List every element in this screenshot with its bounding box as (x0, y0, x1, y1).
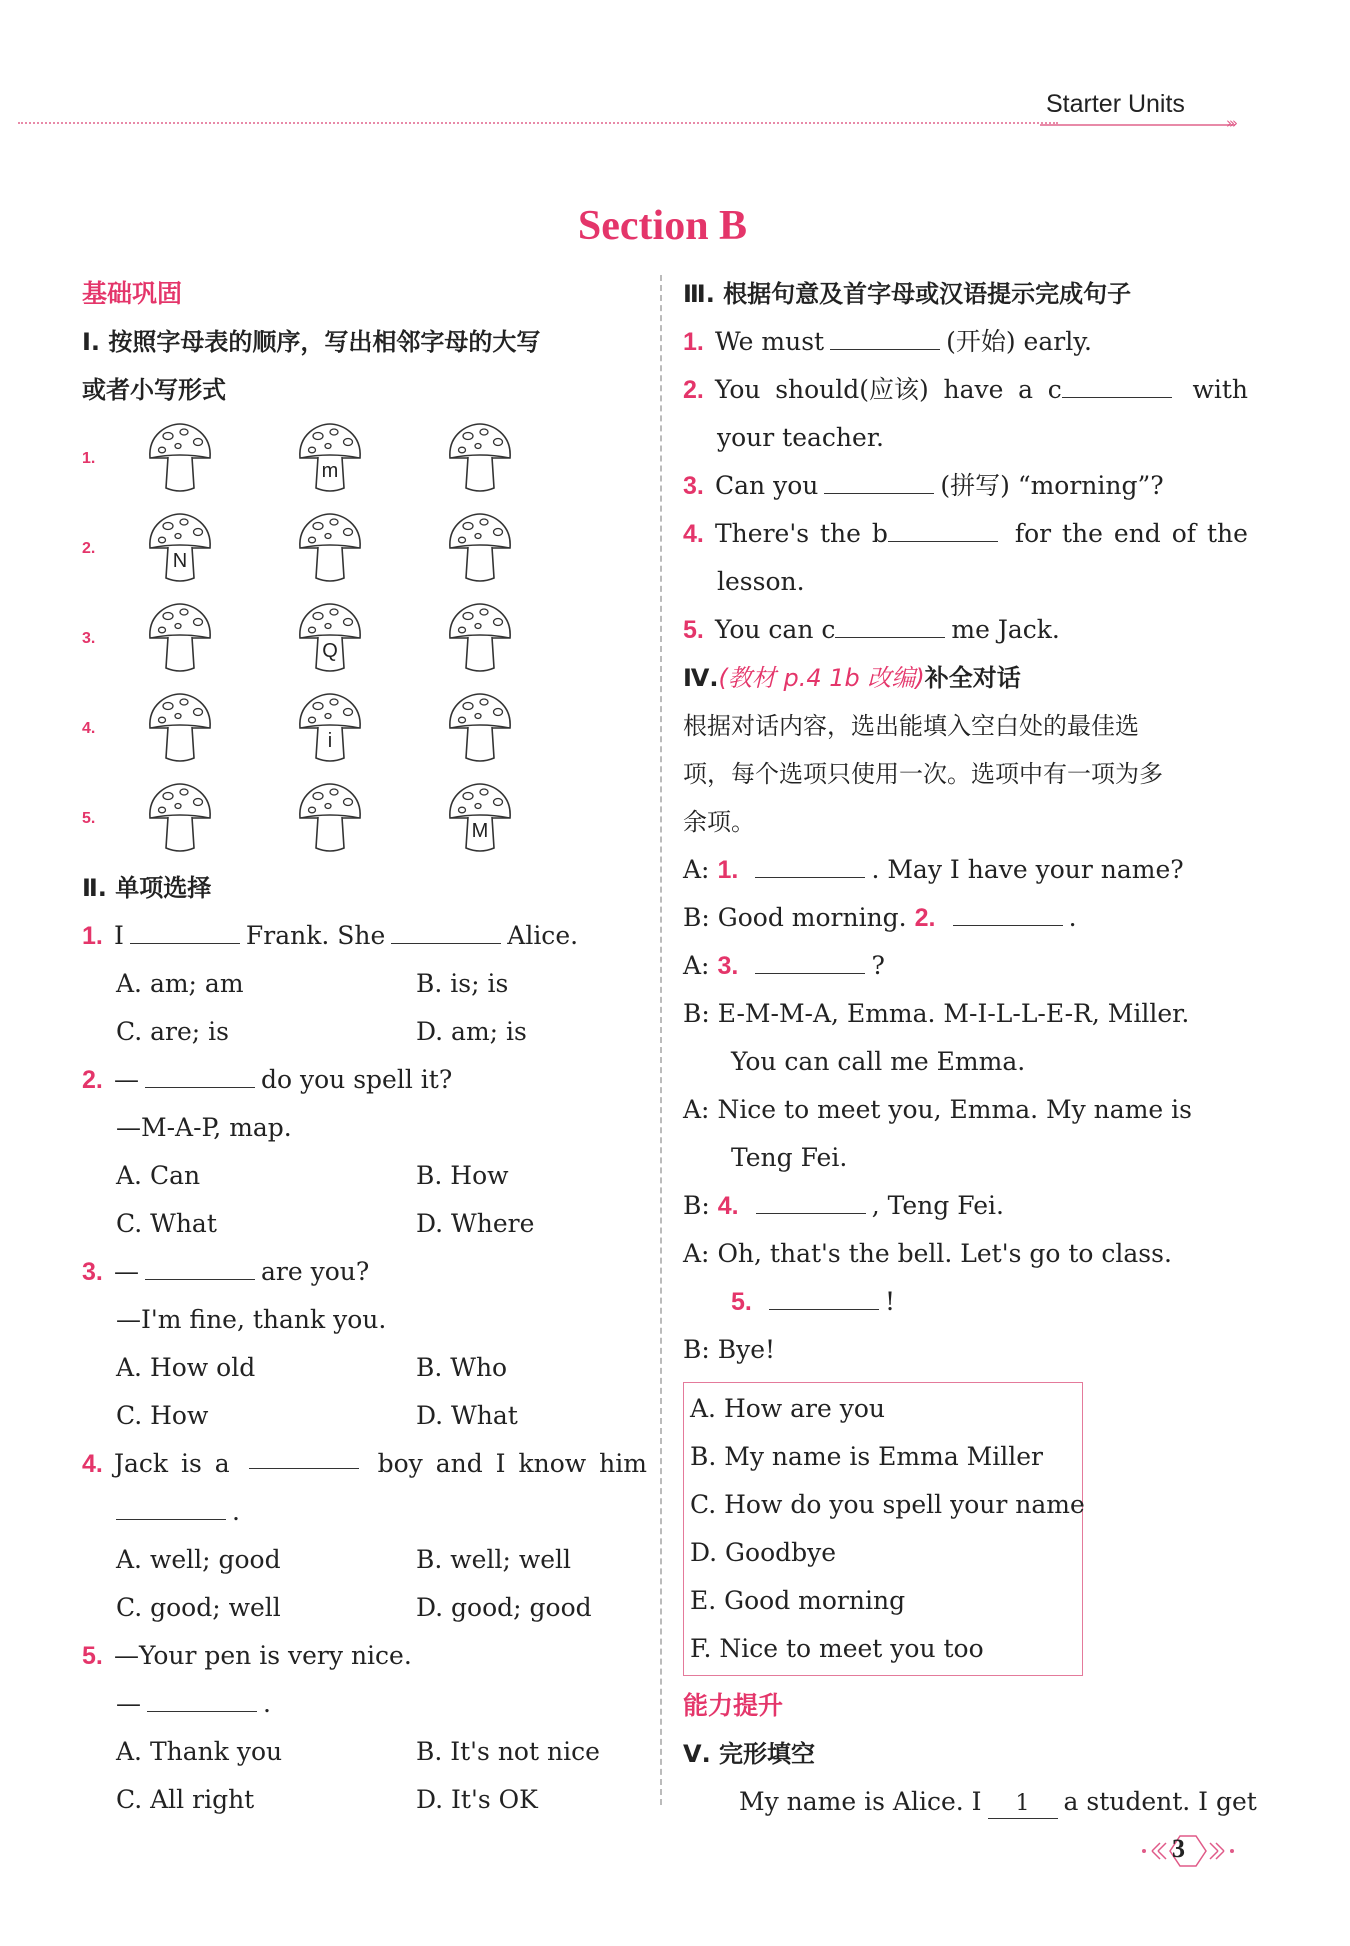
header-solid-rule (1040, 124, 1235, 126)
dialog-end-3: ? (871, 951, 885, 980)
unit-label: Starter Units (1046, 90, 1185, 118)
left-column (82, 270, 647, 1824)
dialog-text-8: Bye! (717, 1335, 776, 1364)
dialog-speaker: A: (683, 951, 710, 980)
s3-text-b: (拼写) “morning”? (940, 471, 1164, 500)
dialog-blank-number-3: 3. (717, 952, 739, 980)
q4-word-8: him (599, 1449, 647, 1478)
mushroom-row-number: 5. (82, 810, 96, 827)
q3-stem: 3. — are you? (82, 1248, 647, 1296)
q5-options-row2 (82, 1776, 647, 1824)
part4-title (683, 654, 1248, 702)
s4 (683, 510, 1248, 558)
s5-text-b: me Jack. (951, 615, 1060, 644)
dialog-line-3 (683, 942, 1248, 990)
part4-note: (教材 p.4 1b 改编) (718, 664, 925, 692)
q5-option-c[interactable]: C. All right (116, 1785, 255, 1814)
q2-option-a[interactable]: A. Can (116, 1161, 201, 1190)
q2-option-b[interactable]: B. How (416, 1161, 509, 1190)
page-number: 3 (1172, 1834, 1185, 1863)
part3-title: Ⅲ. 根据句意及首字母或汉语提示完成句子 (683, 280, 1132, 308)
page-number-badge (1138, 1830, 1238, 1872)
cloze-text-a: My name is Alice. I (739, 1787, 982, 1816)
s4-word-8: the (1207, 519, 1248, 548)
dialog-speaker: B: (683, 1335, 710, 1364)
mushroom-letter: N (172, 550, 188, 572)
mushroom-letter: i (327, 730, 333, 752)
s4-line2: lesson. (717, 567, 805, 596)
s2-number: 2. (683, 376, 704, 404)
s2-word-1: You (715, 375, 761, 404)
s4-word-1: There's (715, 519, 810, 548)
s4-word-3: b (871, 519, 888, 548)
cloze-first-line (683, 1778, 1257, 1826)
dialog-option-e[interactable]: E. Good morning (690, 1586, 906, 1615)
dialog-blank-number-2: 2. (914, 904, 936, 932)
q5-option-a[interactable]: A. Thank you (116, 1737, 283, 1766)
dialog-line-5 (683, 1086, 1248, 1134)
page-number-frame-icon (1138, 1830, 1238, 1872)
mushroom-row (82, 594, 647, 684)
s2-word-4: a (1018, 375, 1034, 404)
mushroom-blank[interactable] (114, 420, 264, 498)
s2-line2: your teacher. (717, 423, 884, 452)
dialog-option-b[interactable]: B. My name is Emma Miller (690, 1442, 1044, 1471)
s1-number: 1. (683, 328, 704, 356)
q4-word-7: know (518, 1449, 587, 1478)
s2-word-3: have (943, 375, 1004, 404)
s3-number: 3. (683, 472, 704, 500)
q3-options-row2 (82, 1392, 647, 1440)
mushroom-row-number: 4. (82, 720, 96, 737)
dialog-text-5: Nice to meet you, Emma. My name is (717, 1095, 1192, 1124)
q5-option-b[interactable]: B. It's not nice (416, 1737, 600, 1766)
mushroom-given (264, 600, 414, 678)
dialog-options-box (683, 1382, 1083, 1676)
q3-options-row1 (82, 1344, 647, 1392)
q1-option-b[interactable]: B. is; is (416, 969, 509, 998)
q1-number: 1. (82, 922, 103, 950)
s5 (683, 606, 1248, 654)
dialog-blank-3[interactable] (755, 945, 865, 974)
mushroom-row (82, 414, 647, 504)
header-arrows-icon: ››› (1226, 114, 1235, 132)
mushroom-blank[interactable] (114, 690, 264, 768)
q1-text-c: Alice. (507, 921, 579, 950)
mushroom-letter: m (321, 460, 339, 482)
q4-number: 4. (82, 1450, 103, 1478)
header-dotted-rule (18, 122, 1058, 124)
q4-option-d[interactable]: D. good; good (416, 1593, 592, 1622)
part5-title: Ⅴ. 完形填空 (683, 1740, 816, 1768)
dialog-blank-number-4: 4. (717, 1192, 739, 1220)
mushroom-blank[interactable] (414, 510, 564, 588)
mushroom-icon (294, 690, 366, 766)
mushroom-icon (144, 420, 216, 496)
mushroom-icon (294, 780, 366, 856)
dialog-speaker: B: (683, 999, 710, 1028)
q5-text: —Your pen is very nice. (114, 1641, 412, 1670)
dialog-option-a[interactable]: A. How are you (690, 1394, 886, 1423)
dialog-speaker: A: (683, 1239, 710, 1268)
q2-number: 2. (82, 1066, 103, 1094)
mushroom-icon (444, 600, 516, 676)
right-column (683, 270, 1257, 1826)
mushroom-icon (294, 510, 366, 586)
dialog-blank-number-5: 5. (731, 1288, 752, 1316)
dialog-blank-5[interactable] (769, 1281, 879, 1310)
part4-instructions-2: 项，每个选项只使用一次。选项中有一项为多 (683, 760, 1163, 788)
mushroom-blank[interactable] (264, 780, 414, 858)
dialog-option-f[interactable]: F. Nice to meet you too (690, 1634, 984, 1663)
q2-text: do you spell it? (261, 1065, 453, 1094)
mushroom-given (264, 420, 414, 498)
dialog-text-6: , Teng Fei. (871, 1191, 1004, 1220)
mushroom-icon (294, 600, 366, 676)
dialog-blank-4[interactable] (756, 1185, 866, 1214)
dialog-text-1: . May I have your name? (871, 855, 1184, 884)
basic-heading: 基础巩固 (82, 279, 183, 308)
q5-reply: — . (82, 1680, 647, 1728)
q3-text: are you? (261, 1257, 370, 1286)
s2-word-2: should(应该) (775, 375, 929, 404)
part4-title-text: 补全对话 (924, 664, 1021, 692)
s2-blank[interactable] (1062, 369, 1172, 398)
dialog-line-6 (683, 1182, 1248, 1230)
dialog-blank-1[interactable] (755, 849, 865, 878)
mushroom-icon (294, 420, 366, 496)
mushroom-blank[interactable] (114, 780, 264, 858)
s1-text-b: (开始) early. (946, 327, 1092, 356)
s2-word-6: with (1192, 375, 1248, 404)
mushroom-blank[interactable] (414, 690, 564, 768)
mushroom-icon (144, 690, 216, 766)
q4-blank-1[interactable] (249, 1440, 359, 1469)
dialog-line-4 (683, 990, 1248, 1038)
q1-option-a[interactable]: A. am; am (116, 969, 244, 998)
q4-options-row2 (82, 1584, 647, 1632)
q4-blank-2[interactable] (116, 1491, 226, 1520)
mushroom-row-number: 1. (82, 450, 96, 467)
cloze-blank-1[interactable]: 1 (988, 1790, 1058, 1819)
q3-option-d[interactable]: D. What (416, 1401, 518, 1430)
q3-option-c[interactable]: C. How (116, 1401, 209, 1430)
dialog-text-2: Good morning. (717, 903, 907, 932)
q1-blank-2[interactable] (391, 915, 501, 944)
s4-word-4: for (1014, 519, 1052, 548)
q4-options-row1 (82, 1536, 647, 1584)
section-title: Section B (577, 203, 748, 249)
advance-heading: 能力提升 (683, 1691, 784, 1720)
q1-text-b: Frank. She (245, 921, 386, 950)
q2-option-d[interactable]: D. Where (416, 1209, 535, 1238)
mushroom-blank[interactable] (114, 600, 264, 678)
q4-word-6: I (495, 1449, 506, 1478)
mushroom-icon (144, 510, 216, 586)
q2-stem: 2. — do you spell it? (82, 1056, 647, 1104)
part1-title-line2: 或者小写形式 (82, 376, 226, 404)
q2-blank[interactable] (145, 1059, 255, 1088)
s1-blank[interactable] (830, 321, 940, 350)
q1-option-c[interactable]: C. are; is (116, 1017, 229, 1046)
q4-word-2: is (181, 1449, 202, 1478)
column-divider (660, 275, 662, 1805)
s3-text-a: Can you (715, 471, 819, 500)
mushroom-row (82, 774, 647, 864)
dialog-line-7b (683, 1278, 1248, 1326)
part4-instructions-1: 根据对话内容，选出能填入空白处的最佳选 (683, 712, 1139, 740)
part4-instructions-3: 余项。 (683, 808, 755, 836)
q5-options-row1 (82, 1728, 647, 1776)
mushroom-icon (144, 780, 216, 856)
dialog-line-4b: You can call me Emma. (731, 1047, 1026, 1076)
mushroom-icon (444, 780, 516, 856)
s1-text-a: We must (715, 327, 825, 356)
s4-word-5: the (1062, 519, 1103, 548)
mushroom-given (264, 690, 414, 768)
q4-option-c[interactable]: C. good; well (116, 1593, 281, 1622)
cloze-text-b: a student. I get (1063, 1787, 1257, 1816)
dialog-option-c[interactable]: C. How do you spell your name (690, 1490, 1085, 1519)
s2-word-5: c (1047, 375, 1062, 404)
q2-reply: —M-A-P, map. (116, 1113, 292, 1142)
dialog-line-1 (683, 846, 1248, 894)
part1-title-line1: Ⅰ. 按照字母表的顺序，写出相邻字母的大写 (82, 328, 541, 356)
q1-options-row2 (82, 1008, 647, 1056)
s4-blank[interactable] (888, 513, 998, 542)
mushroom-letter: Q (322, 640, 338, 662)
part4-roman: Ⅳ. (683, 664, 719, 692)
s4-word-6: end (1113, 519, 1161, 548)
dialog-line-8 (683, 1326, 1248, 1374)
q1-options-row1 (82, 960, 647, 1008)
q3-option-b[interactable]: B. Who (416, 1353, 508, 1382)
s3 (683, 462, 1248, 510)
q1-text-a: I (114, 921, 124, 950)
mushroom-row (82, 684, 647, 774)
dialog-line-2 (683, 894, 1248, 942)
mushroom-row (82, 504, 647, 594)
dialog-speaker: B: (683, 903, 710, 932)
q5-blank[interactable] (147, 1683, 257, 1712)
mushroom-letter: M (471, 820, 489, 842)
q4-word-3: a (214, 1449, 230, 1478)
q4-stem-line2: . (82, 1488, 647, 1536)
mushroom-blank[interactable] (414, 420, 564, 498)
s3-blank[interactable] (824, 465, 934, 494)
dialog-line-7 (683, 1230, 1248, 1278)
mushroom-icon (444, 690, 516, 766)
q4-word-5: and (435, 1449, 483, 1478)
mushroom-exercise (82, 414, 647, 864)
mushroom-icon (144, 600, 216, 676)
dialog-speaker: B: (683, 1191, 710, 1220)
mushroom-row-number: 3. (82, 630, 96, 647)
dialog-blank-number-1: 1. (717, 856, 739, 884)
mushroom-given (114, 510, 264, 588)
s2 (683, 366, 1248, 414)
s5-number: 5. (683, 616, 704, 644)
dialog-end-2: . (1068, 903, 1077, 932)
dialog-end-7: ! (885, 1287, 896, 1316)
q2-options-row1 (82, 1152, 647, 1200)
dialog-speaker: A: (683, 855, 710, 884)
dialog-speaker: A: (683, 1095, 710, 1124)
dialog-text-4: E-M-M-A, Emma. M-I-L-L-E-R, Miller. (717, 999, 1190, 1028)
s4-word-2: the (819, 519, 861, 548)
s5-blank[interactable] (835, 609, 945, 638)
mushroom-given (414, 780, 564, 858)
q4-word-4: boy (377, 1449, 423, 1478)
q4-option-a[interactable]: A. well; good (116, 1545, 281, 1574)
q1-blank-1[interactable] (130, 915, 240, 944)
q4-word-1: Jack (114, 1449, 169, 1478)
q1-stem (82, 912, 647, 960)
dialog-line-5b: Teng Fei. (731, 1143, 848, 1172)
q3-option-a[interactable]: A. How old (116, 1353, 256, 1382)
mushroom-icon (444, 420, 516, 496)
s5-text-a: You can c (715, 615, 836, 644)
q2-option-c[interactable]: C. What (116, 1209, 217, 1238)
q3-number: 3. (82, 1258, 103, 1286)
q3-reply: —I'm fine, thank you. (116, 1305, 387, 1334)
mushroom-icon (444, 510, 516, 586)
q4-stem (82, 1440, 647, 1488)
q5-option-d[interactable]: D. It's OK (416, 1785, 538, 1814)
mushroom-row-number: 2. (82, 540, 96, 557)
dialog-blank-2[interactable] (953, 897, 1063, 926)
q3-blank[interactable] (145, 1251, 255, 1280)
q1-option-d[interactable]: D. am; is (416, 1017, 527, 1046)
dialog-option-d[interactable]: D. Goodbye (690, 1538, 837, 1567)
mushroom-blank[interactable] (414, 600, 564, 678)
part2-title: Ⅱ. 单项选择 (82, 874, 212, 902)
s4-number: 4. (683, 520, 704, 548)
q5-stem (82, 1632, 647, 1680)
q5-number: 5. (82, 1642, 103, 1670)
mushroom-blank[interactable] (264, 510, 414, 588)
q4-option-b[interactable]: B. well; well (416, 1545, 572, 1574)
s4-word-7: of (1171, 519, 1197, 548)
dialog-text-7: Oh, that's the bell. Let's go to class. (717, 1239, 1172, 1268)
q2-options-row2 (82, 1200, 647, 1248)
s1 (683, 318, 1248, 366)
